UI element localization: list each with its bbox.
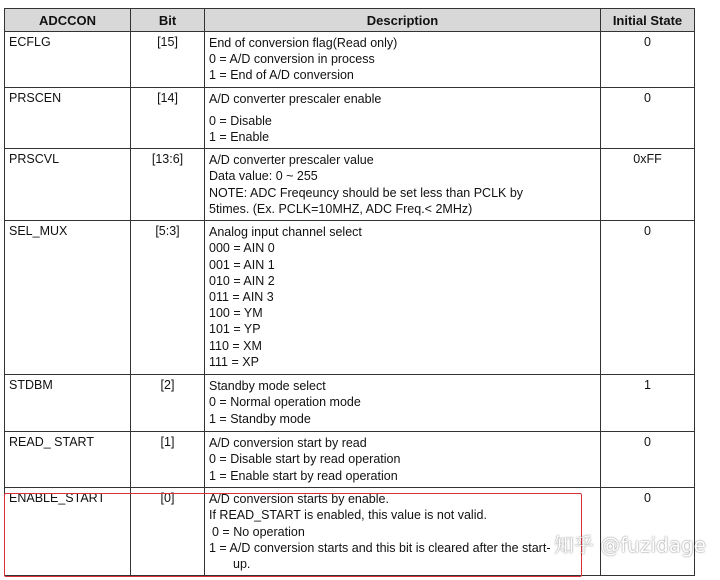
description-line: 0 = Disable start by read operation [209,452,401,467]
description-line: 000 = AIN 0 [209,241,275,256]
description-line: 001 = AIN 1 [209,257,275,272]
description-line: 0 = A/D conversion in process [209,52,375,67]
description-line: 1 = Standby mode [209,411,311,426]
field-name: STDBM [5,375,131,432]
field-description [205,221,601,375]
header-initial-state: Initial State [601,9,695,32]
field-bit: [5:3] [131,221,205,375]
field-initial-state: 0 [601,87,695,149]
description-line: 011 = AIN 3 [209,290,274,305]
field-initial-state: 0 [601,221,695,375]
table-row-prscvl [5,149,695,221]
description-line: 101 = YP [209,322,261,337]
field-description [205,432,601,488]
field-bit: [14] [131,87,205,149]
field-name: PRSCEN [5,87,131,149]
field-initial-state: 0xFF [601,149,695,221]
field-bit: [0] [131,488,205,576]
table-row-stdbm [5,375,695,432]
description-line: 111 = XP [209,354,259,369]
description-line: 0 = No operation [212,524,305,539]
description-line: End of conversion flag(Read only) [209,36,398,50]
description-line: A/D conversion starts by enable. [209,492,389,507]
table-header-row [5,9,695,32]
header-bit: Bit [131,9,205,32]
field-bit: [13:6] [131,149,205,221]
description-line: up. [233,557,251,572]
field-description [205,32,601,88]
zhihu-watermark: 知乎 @fuzidage [553,533,706,557]
table-row-sel-mux [5,221,695,375]
field-initial-state: 0 [601,32,695,88]
header-description: Description [205,9,601,32]
table-row-read-start [5,432,695,488]
description-line: 5times. (Ex. PCLK=10MHZ, ADC Freq.< 2MHz) [209,201,473,216]
field-description [205,488,601,576]
description-line: If READ_START is enabled, this value is not valid. [209,508,487,523]
description-line: A/D conversion start by read [209,436,367,451]
field-description [205,87,601,149]
description-line: Data value: 0 ~ 255 [209,169,318,184]
header-adccon: ADCCON [5,9,131,32]
field-initial-state: 1 [601,375,695,432]
description-line: 1 = Enable [209,130,270,145]
field-name: SEL_MUX [5,221,131,375]
description-line: 110 = XM [209,338,262,353]
field-bit: [1] [131,432,205,488]
description-line: 100 = YM [209,306,263,321]
field-initial-state: 0 [601,488,695,576]
field-name: ECFLG [5,32,131,88]
field-name: ENABLE_START [5,488,131,576]
field-bit: [15] [131,32,205,88]
description-line: 1 = End of A/D conversion [209,68,354,83]
field-description [205,375,601,432]
field-name: READ_ START [5,432,131,488]
adccon-register-table [4,8,695,576]
table-row-prscen [5,87,695,149]
description-line: A/D converter prescaler value [209,153,374,168]
description-line: 0 = Normal operation mode [209,395,361,410]
description-line: 010 = AIN 2 [209,273,275,288]
field-initial-state: 0 [601,432,695,488]
description-line: Analog input channel select [209,225,362,240]
description-line: Standby mode select [209,379,326,394]
table-row-ecflg [5,32,695,88]
description-line: NOTE: ADC Freqeuncy should be set less than PCLK by [209,185,524,200]
description-line: A/D converter prescaler enable [209,91,382,106]
field-bit: [2] [131,375,205,432]
field-description [205,149,601,221]
description-line: 1 = A/D conversion starts and this bit is cleared after the start- [209,540,551,555]
field-name: PRSCVL [5,149,131,221]
description-line: 0 = Disable [209,113,272,128]
description-line: 1 = Enable start by read operation [209,468,398,483]
